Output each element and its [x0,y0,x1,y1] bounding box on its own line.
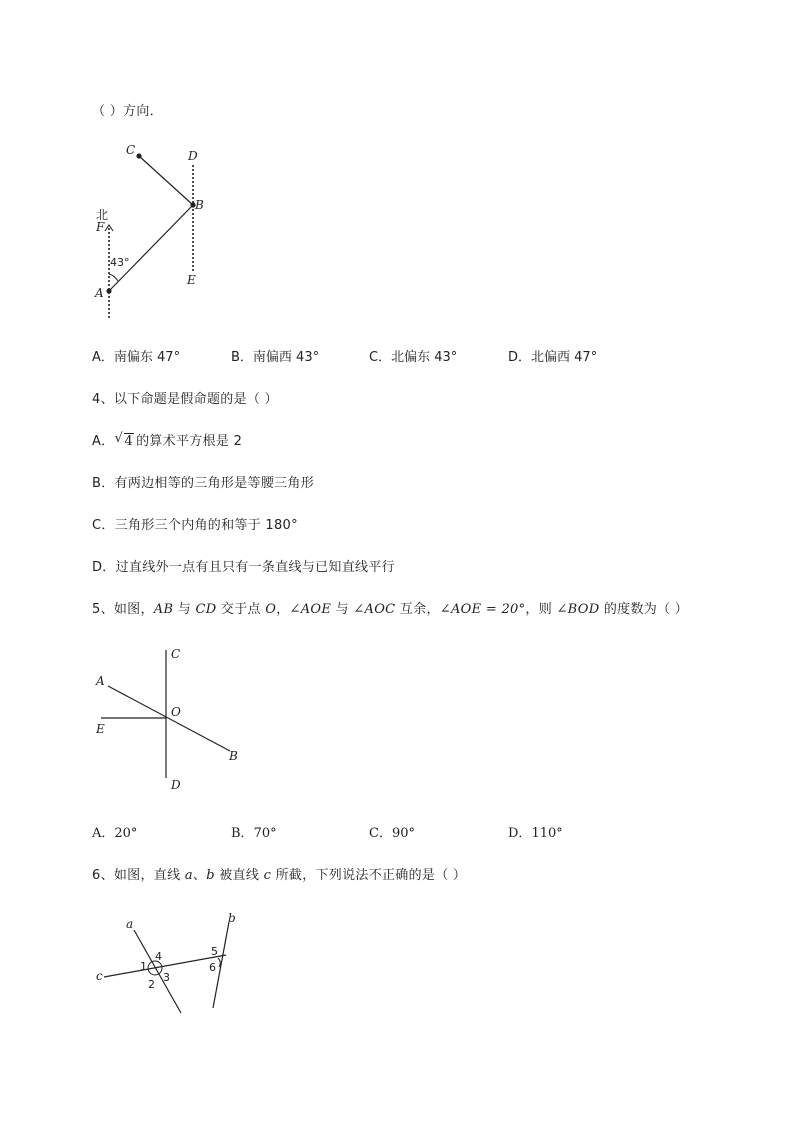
label-E: E [96,722,105,736]
label-b: b [228,911,236,925]
label-c: c [96,969,103,983]
q3-stem-tail: （ ）方向． [92,104,163,119]
label-a: a [126,917,134,931]
label-D: D [171,778,181,792]
label-A: A [95,286,104,300]
label-B: B [229,749,238,763]
q5-option-b[interactable]: B．70° [231,826,277,841]
label-O: O [171,705,181,719]
label-F: F [96,220,105,234]
q3-option-b[interactable]: B．南偏西 43° [231,350,320,365]
q5-option-c[interactable]: C．90° [369,826,415,841]
label-E: E [187,273,196,287]
angle-3: 3 [163,971,170,984]
q3-option-a[interactable]: A．南偏东 47° [92,350,181,365]
angle-1: 1 [140,960,147,973]
intersection-bc-arc [218,958,220,967]
label-A: A [96,674,105,688]
label-north: 北 [96,208,109,222]
label-C: C [171,647,181,661]
q4-option-b[interactable]: B．有两边相等的三角形是等腰三角形 [92,476,315,491]
sqrt-symbol: √ 4 [114,431,134,449]
q4-option-d[interactable]: D．过直线外一点有且只有一条直线与已知直线平行 [92,560,395,575]
angle-2: 2 [148,978,155,991]
q3-option-d[interactable]: D．北偏西 47° [508,350,598,365]
q4-stem: 4、以下命题是假命题的是（ ） [92,392,278,407]
label-B: B [195,198,204,212]
angle-4: 4 [155,950,162,963]
q5-stem: 5、如图，AB 与 CD 交于点 O，∠AOE 与 ∠AOC 互余，∠AOE = 20°，则 ∠BOD 的度数为（ ） [92,602,689,617]
q6-stem: 6、如图，直线 a、b 被直线 c 所截，下列说法不正确的是（ ） [92,868,467,883]
q4-option-c[interactable]: C．三角形三个内角的和等于 180° [92,518,298,533]
angle-5: 5 [211,945,218,958]
q3-option-c[interactable]: C．北偏东 43° [369,350,458,365]
angle-label: 43° [110,256,130,269]
label-C: C [126,143,136,157]
angle-6: 6 [209,961,216,974]
q4-option-a[interactable]: A． √ 4 的算术平方根是 2 [92,431,243,449]
label-D: D [188,149,198,163]
q5-option-d[interactable]: D．110° [508,826,563,841]
q5-option-a[interactable]: A．20° [92,826,138,841]
